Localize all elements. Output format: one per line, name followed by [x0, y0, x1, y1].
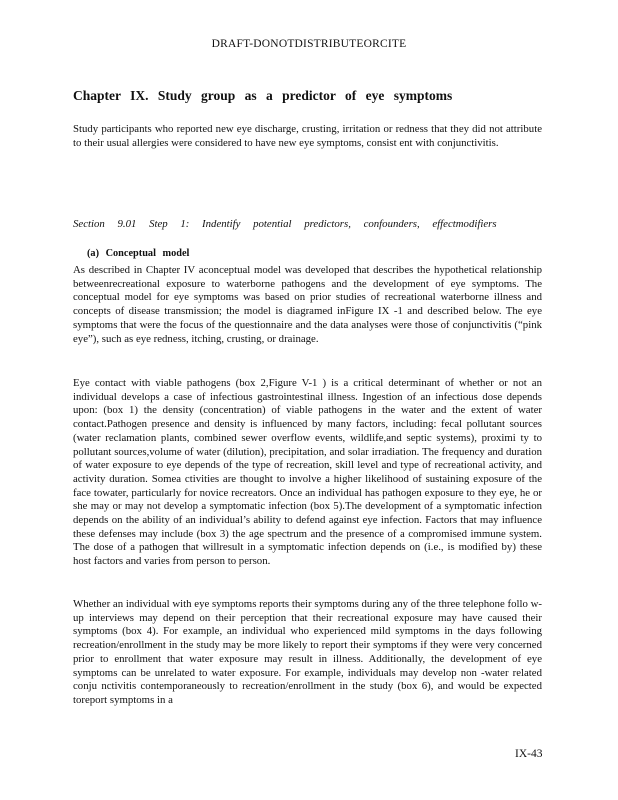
- symptom-reporting-paragraph: Whether an individual with eye symptoms reports their symptoms during any of the three telephone follo w- up interviews may depend on their perception that their recreational exposure may have caused their symptoms (box 4). For example, an individual who experienced mild symptoms in the days following recreation/enrollment in the study may be more likely to report their symptoms if they were very concerned prior to enrollment that water exposure may result in illness. Additionally, the development of eye symptoms can be unrelated to water exposure. For example, individuals may develop non -water related conju nctivitis contemporaneously to recreation/enrollment in the study (box 6), and would be expected toreport symptoms in a: [73, 598, 542, 706]
- eye-contact-paragraph: Eye contact with viable pathogens (box 2,Figure V-1 ) is a critical determinant of whether or not an individual develops a case of infectious gastrointestinal illness. Ingestion of an infectious dose depends upon: (box 1) the density (concentration) of viable pathogens in the water and the extent of water contact.Pathogen presence and density is influenced by many factors, including: fecal pollutant sources (water reclamation plants, combined sewer overflow events, wildlife,and septic systems), proximi ty to pollutant sources,volume of water (dilution), precipitation, and solar irradiation. The frequency and duration of water exposure to eye depends of the type of recreation, skill level and type of recreational activity, and activity duration. Somea ctivities are thought to involve a higher likelihood of sustaining exposure of the face towater, particularly for novice recreators. Once an individual has pathogen exposure to they eye, he or she may or may not develop a symptomatic infection (box 5).The development of a symptomatic infection depends on the ability of an individual’s ability to defend against eye infection. Factors that may influence these defenses may include (box 3) the age spectrum and the presence of a compromised immune system. The dose of a pathogen that willresult in a symptomatic infection depends on (i.e., is modified by) these host factors and varies from person to person.: [73, 377, 542, 568]
- section-title: Section 9.01 Step 1: Indentify potential predictors, confounders, effectmodifiers: [73, 218, 497, 230]
- subsection-title: (a) Conceptual model: [87, 248, 190, 259]
- draft-header: DRAFT-DONOTDISTRIBUTEORCITE: [211, 38, 407, 50]
- intro-paragraph: Study participants who reported new eye discharge, crusting, irritation or redness that they did not attribute to their usual allergies were considered to have new eye symptoms, consist ent with conjunctivitis.: [73, 123, 542, 149]
- chapter-title: Chapter IX. Study group as a predictor of eye symptoms: [73, 88, 453, 103]
- conceptual-model-paragraph: As described in Chapter IV aconceptual model was developed that describes the hypothetical relationship betweenrecreational exposure to waterborne pathogens and the development of eye symptoms. The conceptual model for eye symptoms was based on prior studies of recreational waterborne illness and concepts of disease transmission; the model is diagramed inFigure IX -1 and described below. The eye symptoms that were the focus of the questionnaire and the data analyses were those of conjunctivitis (“pink eye”), such as eye redness, itching, crusting, or drainage.: [73, 264, 542, 345]
- page-number: IX-43: [515, 748, 543, 760]
